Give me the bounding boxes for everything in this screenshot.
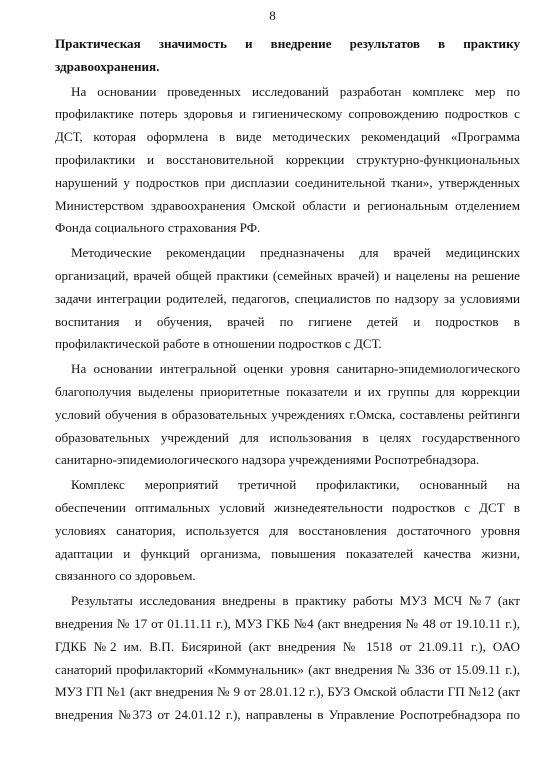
paragraph-line: обеспечении оптимальных условий жизнедеятельности подростков с ДСТ в bbox=[55, 499, 520, 515]
paragraph-line: На основании проведенных исследований разработан комплекс мер по bbox=[71, 83, 520, 99]
paragraph-line: адаптации и функций организма, повышения показателей качества жизни, bbox=[55, 545, 520, 561]
paragraph-line: санитарно-эпидемиологического надзора учреждениями Роспотребнадзора. bbox=[55, 452, 480, 468]
paragraph-line: Фонда социального страхования РФ. bbox=[55, 220, 261, 236]
paragraph-line: организаций, врачей общей практики (семейных врачей) и нацелены на решение bbox=[55, 267, 520, 283]
paragraph-line: профилактической работе в отношении подростков с ДСТ. bbox=[55, 336, 382, 352]
paragraph-line: нарушений у подростков при дисплазии соединительной ткани», утвержденных bbox=[55, 174, 520, 190]
paragraph-line: профилактике потерь здоровья и гигиеническому сопровождению подростков с bbox=[55, 106, 520, 122]
paragraph-line: Министерством здравоохранения Омской области и региональным отделением bbox=[55, 197, 520, 213]
paragraph-line: благополучия выделены приоритетные показатели и их группы для коррекции bbox=[55, 383, 520, 399]
section-heading bbox=[55, 33, 520, 79]
paragraph-line: внедрения №373 от 24.01.12 г.), направлены в Управление Роспотребнадзора по bbox=[55, 707, 520, 723]
heading-line: здравоохранения. bbox=[55, 58, 160, 74]
paragraph-line: Комплекс мероприятий третичной профилактики, основанный на bbox=[71, 477, 520, 493]
paragraph-line: Результаты исследования внедрены в практику работы МУЗ МСЧ №7 (акт bbox=[71, 593, 520, 609]
paragraph-line: условий обучения в образовательных учреждениях г.Омска, составлены рейтинги bbox=[55, 406, 520, 422]
paragraph-line: образовательных учреждений для использования в целях государственного bbox=[55, 429, 520, 445]
paragraph-line: условиях санатория, используется для восстановления достаточного уровня bbox=[55, 522, 520, 538]
heading-line: Практическая значимость и внедрение результатов в практику bbox=[55, 36, 520, 51]
paragraph-prevention bbox=[55, 474, 520, 588]
paragraph-line: профилактики и восстановительной коррекции структурно-функциональных bbox=[55, 151, 520, 167]
paragraph-line: внедрения № 17 от 01.11.11 г.), МУЗ ГКБ №4 (акт внедрения № 48 от 19.10.11 г.), bbox=[55, 615, 520, 631]
paragraph-line: МУЗ ГП №1 (акт внедрения № 9 от 28.01.12 г.), БУЗ Омской области ГП №12 (акт bbox=[55, 684, 520, 700]
paragraph-implementation bbox=[55, 590, 520, 727]
paragraph-line: Методические рекомендации предназначены для врачей медицинских bbox=[71, 245, 520, 261]
document-body bbox=[55, 33, 520, 727]
paragraph-line: ДСТ, которая оформлена в виде методических рекомендаций «Программа bbox=[55, 129, 520, 145]
paragraph-recommendations bbox=[55, 242, 520, 356]
paragraph-line: воспитания и обучения, врачей по гигиене детей и подростков в bbox=[55, 313, 520, 329]
paragraph-line: санаторий профилакторий «Коммунальник» (акт внедрения № 336 от 15.09.11 г.), bbox=[55, 661, 520, 677]
paragraph-program bbox=[55, 81, 520, 241]
paragraph-line: связанного со здоровьем. bbox=[55, 568, 196, 584]
paragraph-assessment bbox=[55, 358, 520, 472]
page-number: 8 bbox=[269, 8, 276, 23]
paragraph-line: задачи интеграции родителей, педагогов, специалистов по надзору за условиями bbox=[55, 290, 520, 306]
paragraph-line: На основании интегральной оценки уровня санитарно-эпидемиологического bbox=[71, 361, 520, 377]
paragraph-line: ГДКБ №2 им. В.П. Бисяриной (акт внедрения № 1518 от 21.09.11 г.), ОАО bbox=[55, 638, 520, 654]
